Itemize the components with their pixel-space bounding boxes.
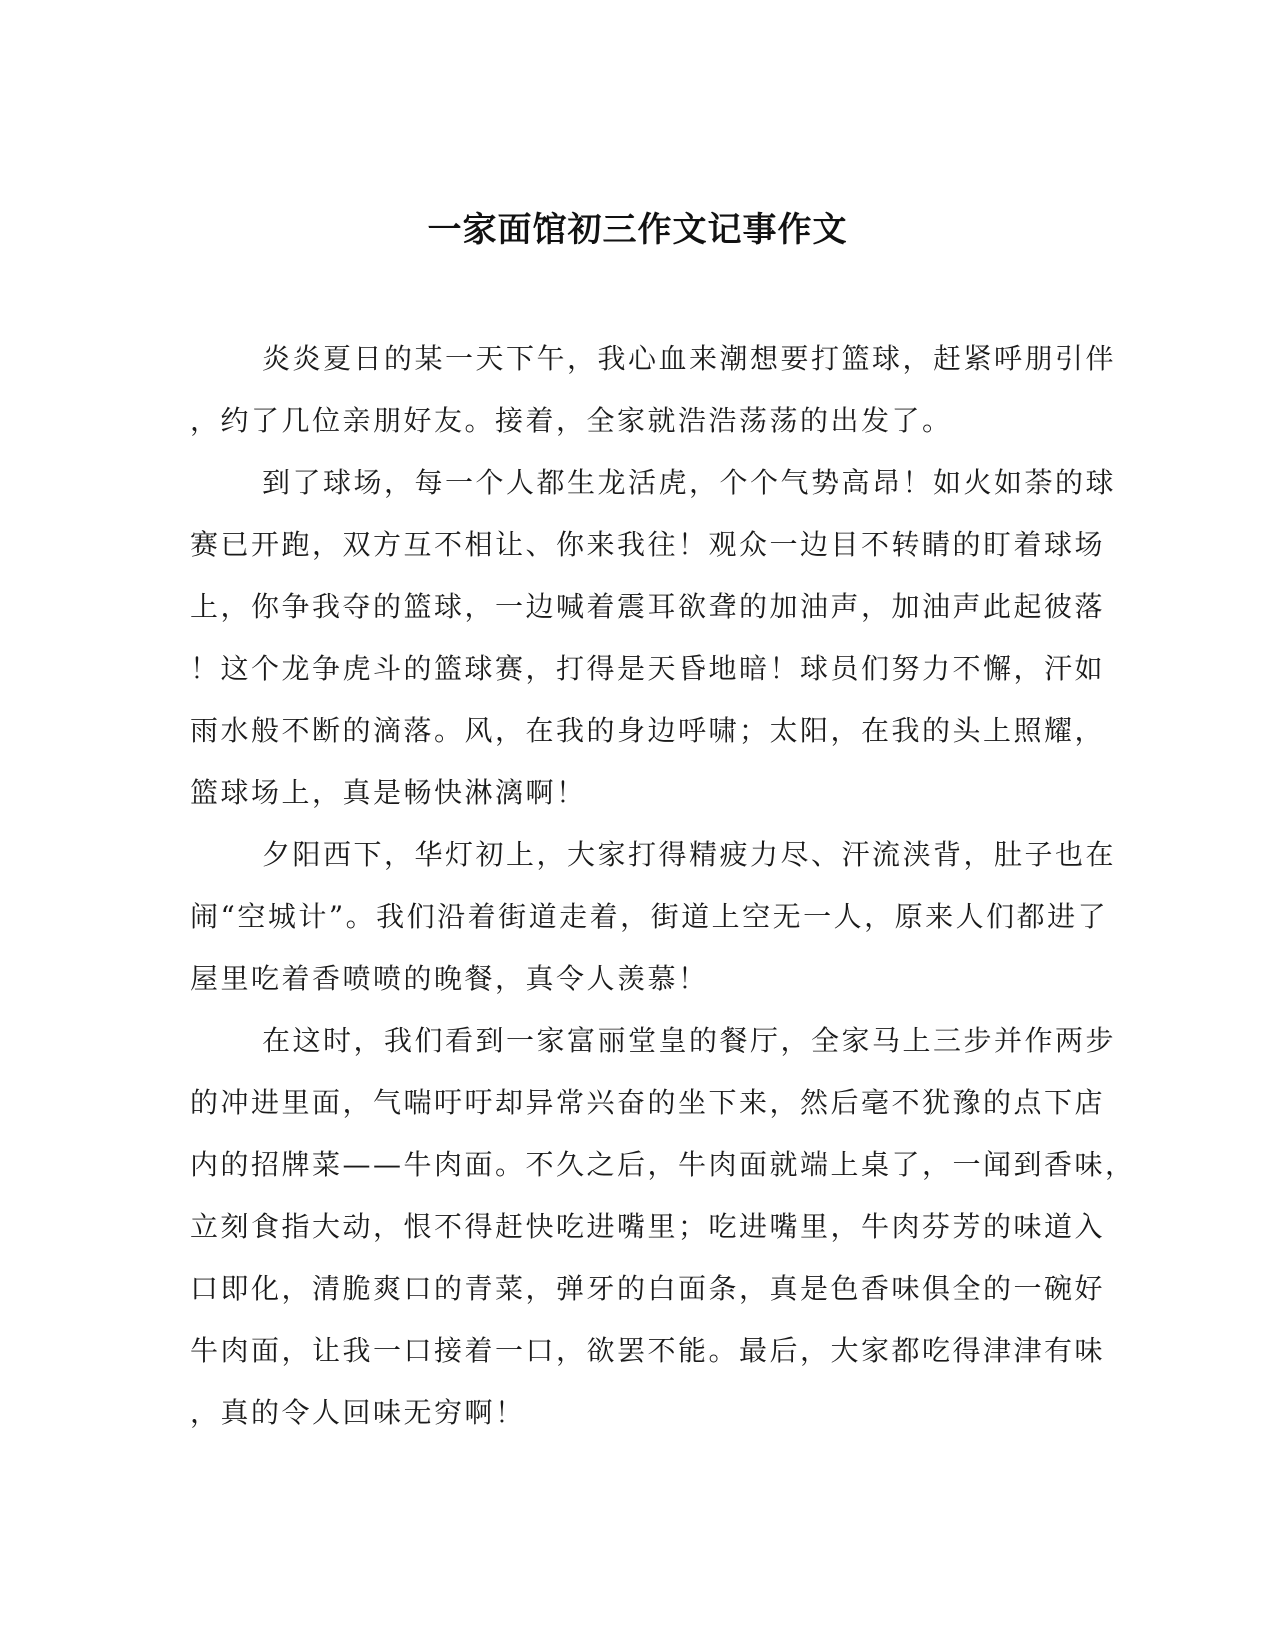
paragraph [190, 824, 1117, 1010]
text-line: 屋里吃着香喷喷的晚餐，真令人羡慕！ [190, 962, 709, 995]
text-line: 赛已开跑，双方互不相让、你来我往！观众一边目不转睛的盯着球场 [190, 528, 1106, 561]
text-line: 雨水般不断的滴落。风，在我的身边呼啸；太阳，在我的头上照耀， [190, 714, 1106, 747]
text-line: 篮球场上，真是畅快淋漓啊！ [190, 776, 587, 809]
text-line: 内的招牌菜——牛肉面。不久之后，牛肉面就端上桌了，一闻到香味， [190, 1148, 1136, 1181]
text-line: 闹“空城计”。我们沿着街道走着，街道上空无一人，原来人们都进了 [190, 900, 1109, 933]
paragraph [190, 452, 1117, 824]
text-line: 牛肉面，让我一口接着一口，欲罢不能。最后，大家都吃得津津有味 [190, 1334, 1106, 1367]
text-line: 口即化，清脆爽口的青菜，弹牙的白面条，真是色香味俱全的一碗好 [190, 1272, 1106, 1305]
paragraph [190, 328, 1117, 452]
document-title: 一家面馆初三作文记事作文 [427, 210, 848, 250]
text-line: ，约了几位亲朋好友。接着，全家就浩浩荡荡的出发了。 [190, 404, 953, 437]
text-line: 夕阳西下，华灯初上，大家打得精疲力尽、汗流浃背，肚子也在 [262, 838, 1117, 871]
text-line: 到了球场，每一个人都生龙活虎，个个气势高昂！如火如荼的球 [262, 466, 1117, 499]
text-line: 在这时，我们看到一家富丽堂皇的餐厅，全家马上三步并作两步 [262, 1024, 1117, 1057]
paragraph [190, 1010, 1136, 1444]
text-line: ，真的令人回味无穷啊！ [190, 1396, 526, 1429]
text-line: 立刻食指大动，恨不得赶快吃进嘴里；吃进嘴里，牛肉芬芳的味道入 [190, 1210, 1106, 1243]
document-body [190, 328, 1136, 1444]
text-line: 炎炎夏日的某一天下午，我心血来潮想要打篮球，赶紧呼朋引伴 [262, 342, 1117, 375]
text-line: ！这个龙争虎斗的篮球赛，打得是天昏地暗！球员们努力不懈，汗如 [190, 652, 1106, 685]
text-line: 上，你争我夺的篮球，一边喊着震耳欲聋的加油声，加油声此起彼落 [190, 590, 1106, 623]
text-line: 的冲进里面，气喘吁吁却异常兴奋的坐下来，然后毫不犹豫的点下店 [190, 1086, 1106, 1119]
